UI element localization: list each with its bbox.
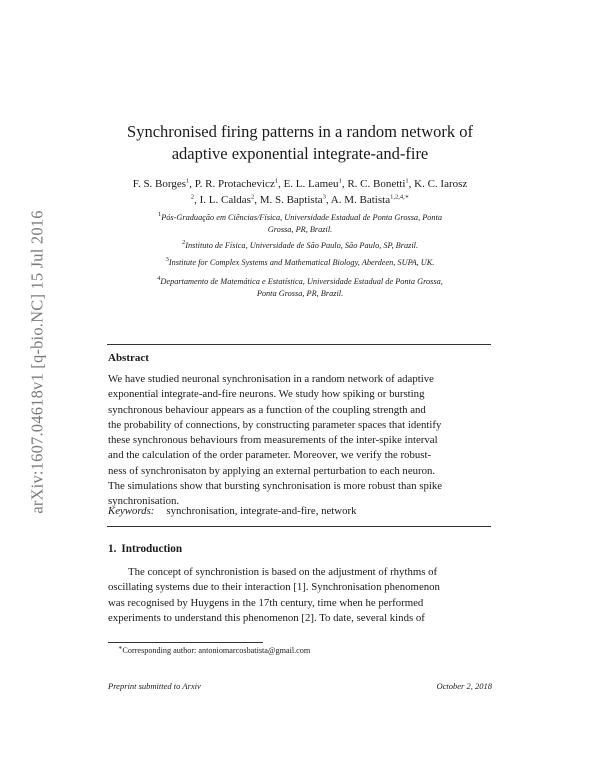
- author-name: R. C. Bonetti: [347, 178, 406, 190]
- abstract-line: synchronisation.: [108, 495, 180, 508]
- author-sup: 1: [338, 177, 342, 185]
- abstract-top-rule: [107, 344, 491, 345]
- affiliation-line: Departamento de Matemática e Estatística, Universidade Estadual de Ponta Grossa,: [160, 277, 443, 286]
- footnote-mark: ∗: [118, 644, 123, 652]
- author-sup: 2: [190, 192, 195, 200]
- abstract-line: the probability of connections, by constructing parameter spaces that identify: [108, 418, 442, 431]
- affiliation-sup: 2: [181, 239, 186, 247]
- footer-left: Preprint submitted to Arxiv: [108, 681, 201, 691]
- keywords-label: Keywords:: [108, 505, 155, 517]
- title-line: adaptive exponential integrate-and-fire: [171, 144, 429, 163]
- footer-right: October 2, 2018: [436, 681, 492, 691]
- abstract-bottom-rule: [107, 526, 491, 527]
- author-name: K. C. Iarosz: [414, 178, 468, 190]
- affiliation: [108, 257, 492, 269]
- abstract-line: these synchronous behaviours from measurements of the inter-spike interval: [108, 434, 438, 447]
- author-sup: 1: [186, 177, 190, 185]
- title-line: Synchronised firing patterns in a random network of: [127, 122, 473, 141]
- affiliation-line: Instituto de Física, Universidade de São Paulo, São Paulo, SP, Brazil.: [185, 241, 419, 250]
- keywords-text: synchronisation, integrate-and-fire, network: [166, 505, 357, 517]
- footnote: [118, 646, 310, 655]
- keywords: [108, 505, 356, 517]
- author-name: P. R. Protachevicz: [194, 178, 275, 190]
- paper-title: [100, 121, 500, 165]
- abstract-line: synchronous behaviour appears as a function of the coupling strength and: [108, 403, 426, 416]
- author-sup: 1: [405, 177, 409, 185]
- intro-paragraph: [108, 565, 492, 626]
- author-sup: 1,2,4,∗: [390, 192, 410, 200]
- affiliation-sup: 1: [157, 211, 162, 219]
- affiliation: [108, 276, 492, 299]
- abstract-line: exponential integrate-and-fire neurons. We study how spiking or bursting: [108, 388, 425, 401]
- intro-line: oscillating systems due to their interaction [1]. Synchronisation phenomenon: [108, 581, 440, 594]
- intro-line: was recognised by Huygens in the 17th century, time when he performed: [108, 596, 424, 609]
- abstract-line: The simulations show that bursting synchronisation is more robust than spike: [108, 480, 443, 493]
- abstract-line: We have studied neuronal synchronisation in a random network of adaptive: [108, 373, 434, 385]
- abstract-line: ness of synchronisaton by applying an external perturbation to each neuron.: [108, 464, 436, 477]
- abstract-heading: Abstract: [108, 352, 149, 364]
- footnote-rule: [108, 642, 263, 643]
- footnote-text: Corresponding author: antoniomarcosbatista@gmail.com: [122, 646, 311, 655]
- intro-line: The concept of synchronistion is based on the adjustment of rhythms of: [128, 566, 438, 578]
- affiliation-sup: 4: [157, 275, 161, 283]
- author-name: F. S. Borges: [132, 178, 187, 190]
- abstract-body: [108, 372, 492, 510]
- affiliation: [108, 212, 492, 235]
- intro-line: experiments to understand this phenomenon [2]. To date, several kinds of: [108, 611, 425, 624]
- section-title: Introduction: [121, 543, 183, 555]
- author-name: M. S. Baptista: [259, 193, 323, 206]
- affiliation: [108, 240, 492, 252]
- affiliation-line: Ponta Grossa, PR, Brazil.: [256, 288, 344, 298]
- arxiv-stamp: [26, 182, 50, 542]
- author-sup: 3: [322, 192, 326, 200]
- affiliation-line: Institute for Complex Systems and Mathematical Biology, Aberdeen, SUPA, UK.: [168, 258, 435, 267]
- author-name: I. L. Caldas: [199, 193, 251, 206]
- author-list: F. S. Borges$^1$, P. R. Protachevicz$^1$, E. L. Lameu$^1$, R. C. Bonetti$^1$, K. C. Iarosz $^2$, I. L. Caldas$^2$, M. S. Baptista$^3$, A. M. Batista$^{1,2,4,∗}$: [132, 177, 468, 206]
- affiliation-line: Grossa, PR, Brazil.: [267, 224, 333, 234]
- section-heading: [108, 543, 182, 555]
- author-name: A. M. Batista: [330, 193, 391, 206]
- author-sup: 1: [274, 177, 279, 185]
- abstract-line: and the calculation of the order parameter. Moreover, we verify the robust-: [108, 449, 432, 462]
- section-number: 1.: [108, 543, 117, 555]
- arxiv-id: arXiv:1607.04618v1 [q-bio.NC] 15 Jul 2016: [28, 210, 48, 514]
- affiliation-line: Pós-Graduação em Ciências/Física, Universidade Estadual de Ponta Grossa, Ponta: [161, 213, 443, 222]
- author-sup: 2: [250, 192, 255, 200]
- author-name: E. L. Lameu: [283, 178, 339, 190]
- affiliation-sup: 3: [165, 256, 169, 264]
